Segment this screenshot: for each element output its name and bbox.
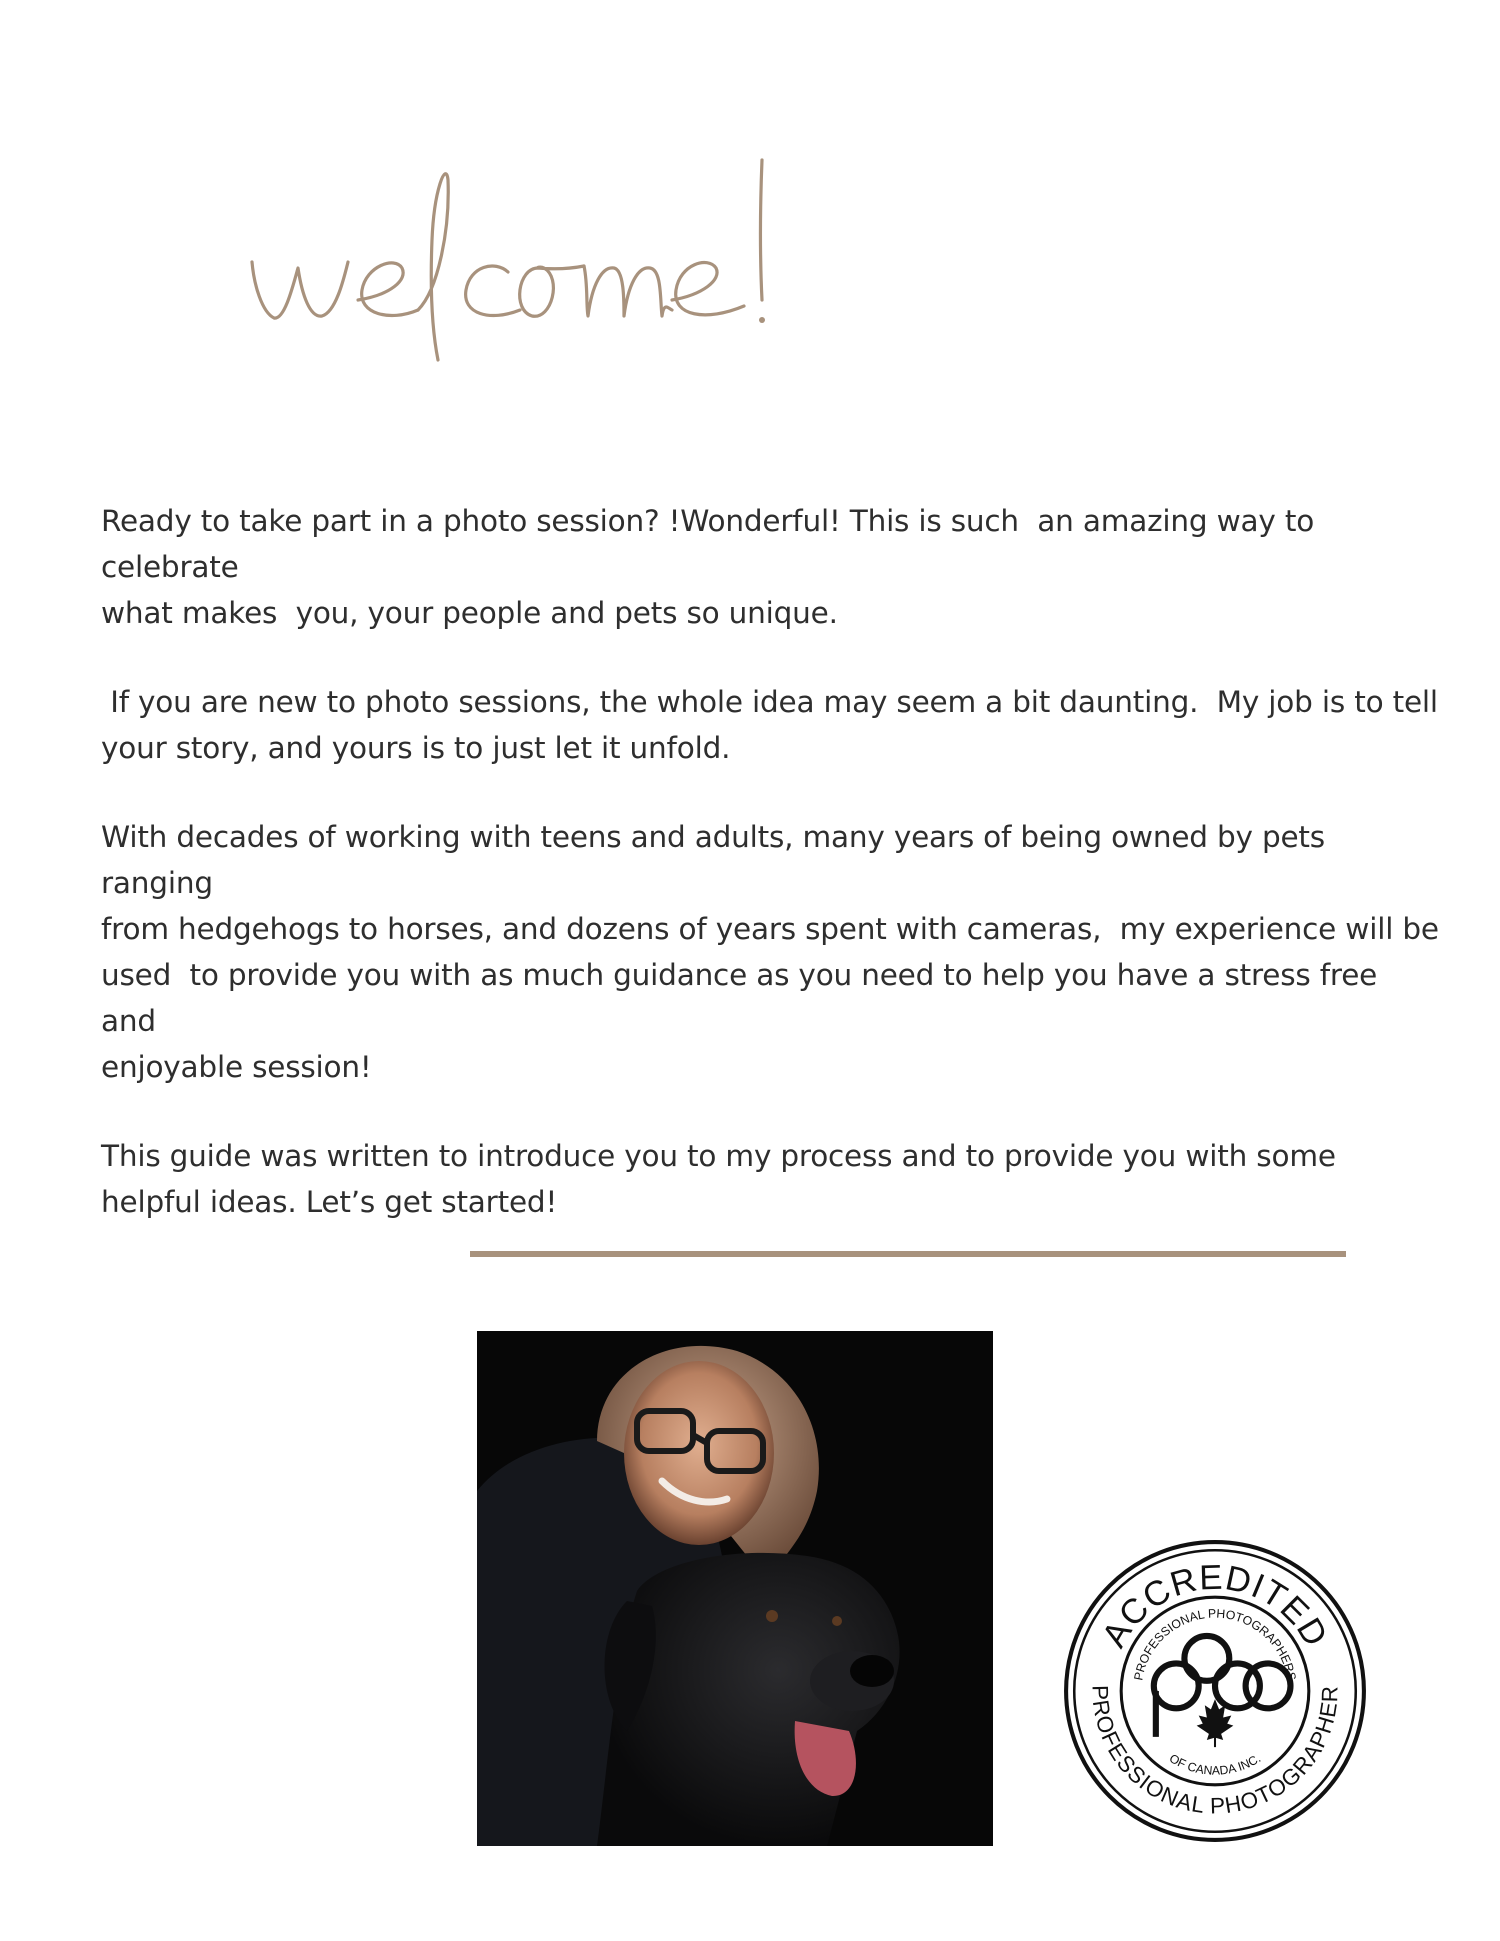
portrait-illustration [477, 1331, 993, 1846]
seal-emblem [1062, 1538, 1368, 1844]
paragraph-intro: Ready to take part in a photo session? !Wonderful! This is such an amazing way to celebrate what makes you, your people and pets so unique. [101, 504, 1315, 630]
portrait-photo [477, 1331, 993, 1846]
welcome-heading [240, 150, 860, 390]
seal-professional-photographer-text: PROFESSIONAL PHOTOGRAPHER [1087, 1684, 1343, 1819]
welcome-script-lettering [240, 150, 860, 390]
paragraph-experience: With decades of working with teens and adults, many years of being owned by pets ranging from hedgehogs to horses, and dozens of years spent with cameras, my experience will be used to provide you with as much guidance as you need to help you have a stress free and enjoyable session! [101, 820, 1439, 1084]
seal-ppoc-text: PROFESSIONAL PHOTOGRAPHERS [1131, 1606, 1299, 1682]
paragraph-guide: This guide was written to introduce you to my process and to provide you with some helpful ideas. Let’s get started! [101, 1139, 1336, 1219]
intro-text [101, 498, 1441, 1268]
paragraph-new-to-sessions: If you are new to photo sessions, the whole idea may seem a bit daunting. My job is to tell your story, and yours is to just let it unfold. [101, 685, 1438, 765]
seal-accredited-text: ACCREDITED [1095, 1558, 1335, 1654]
divider-line [470, 1251, 1346, 1257]
seal-canada-text: OF CANADA INC. [1166, 1751, 1264, 1778]
accreditation-seal [1062, 1538, 1368, 1844]
